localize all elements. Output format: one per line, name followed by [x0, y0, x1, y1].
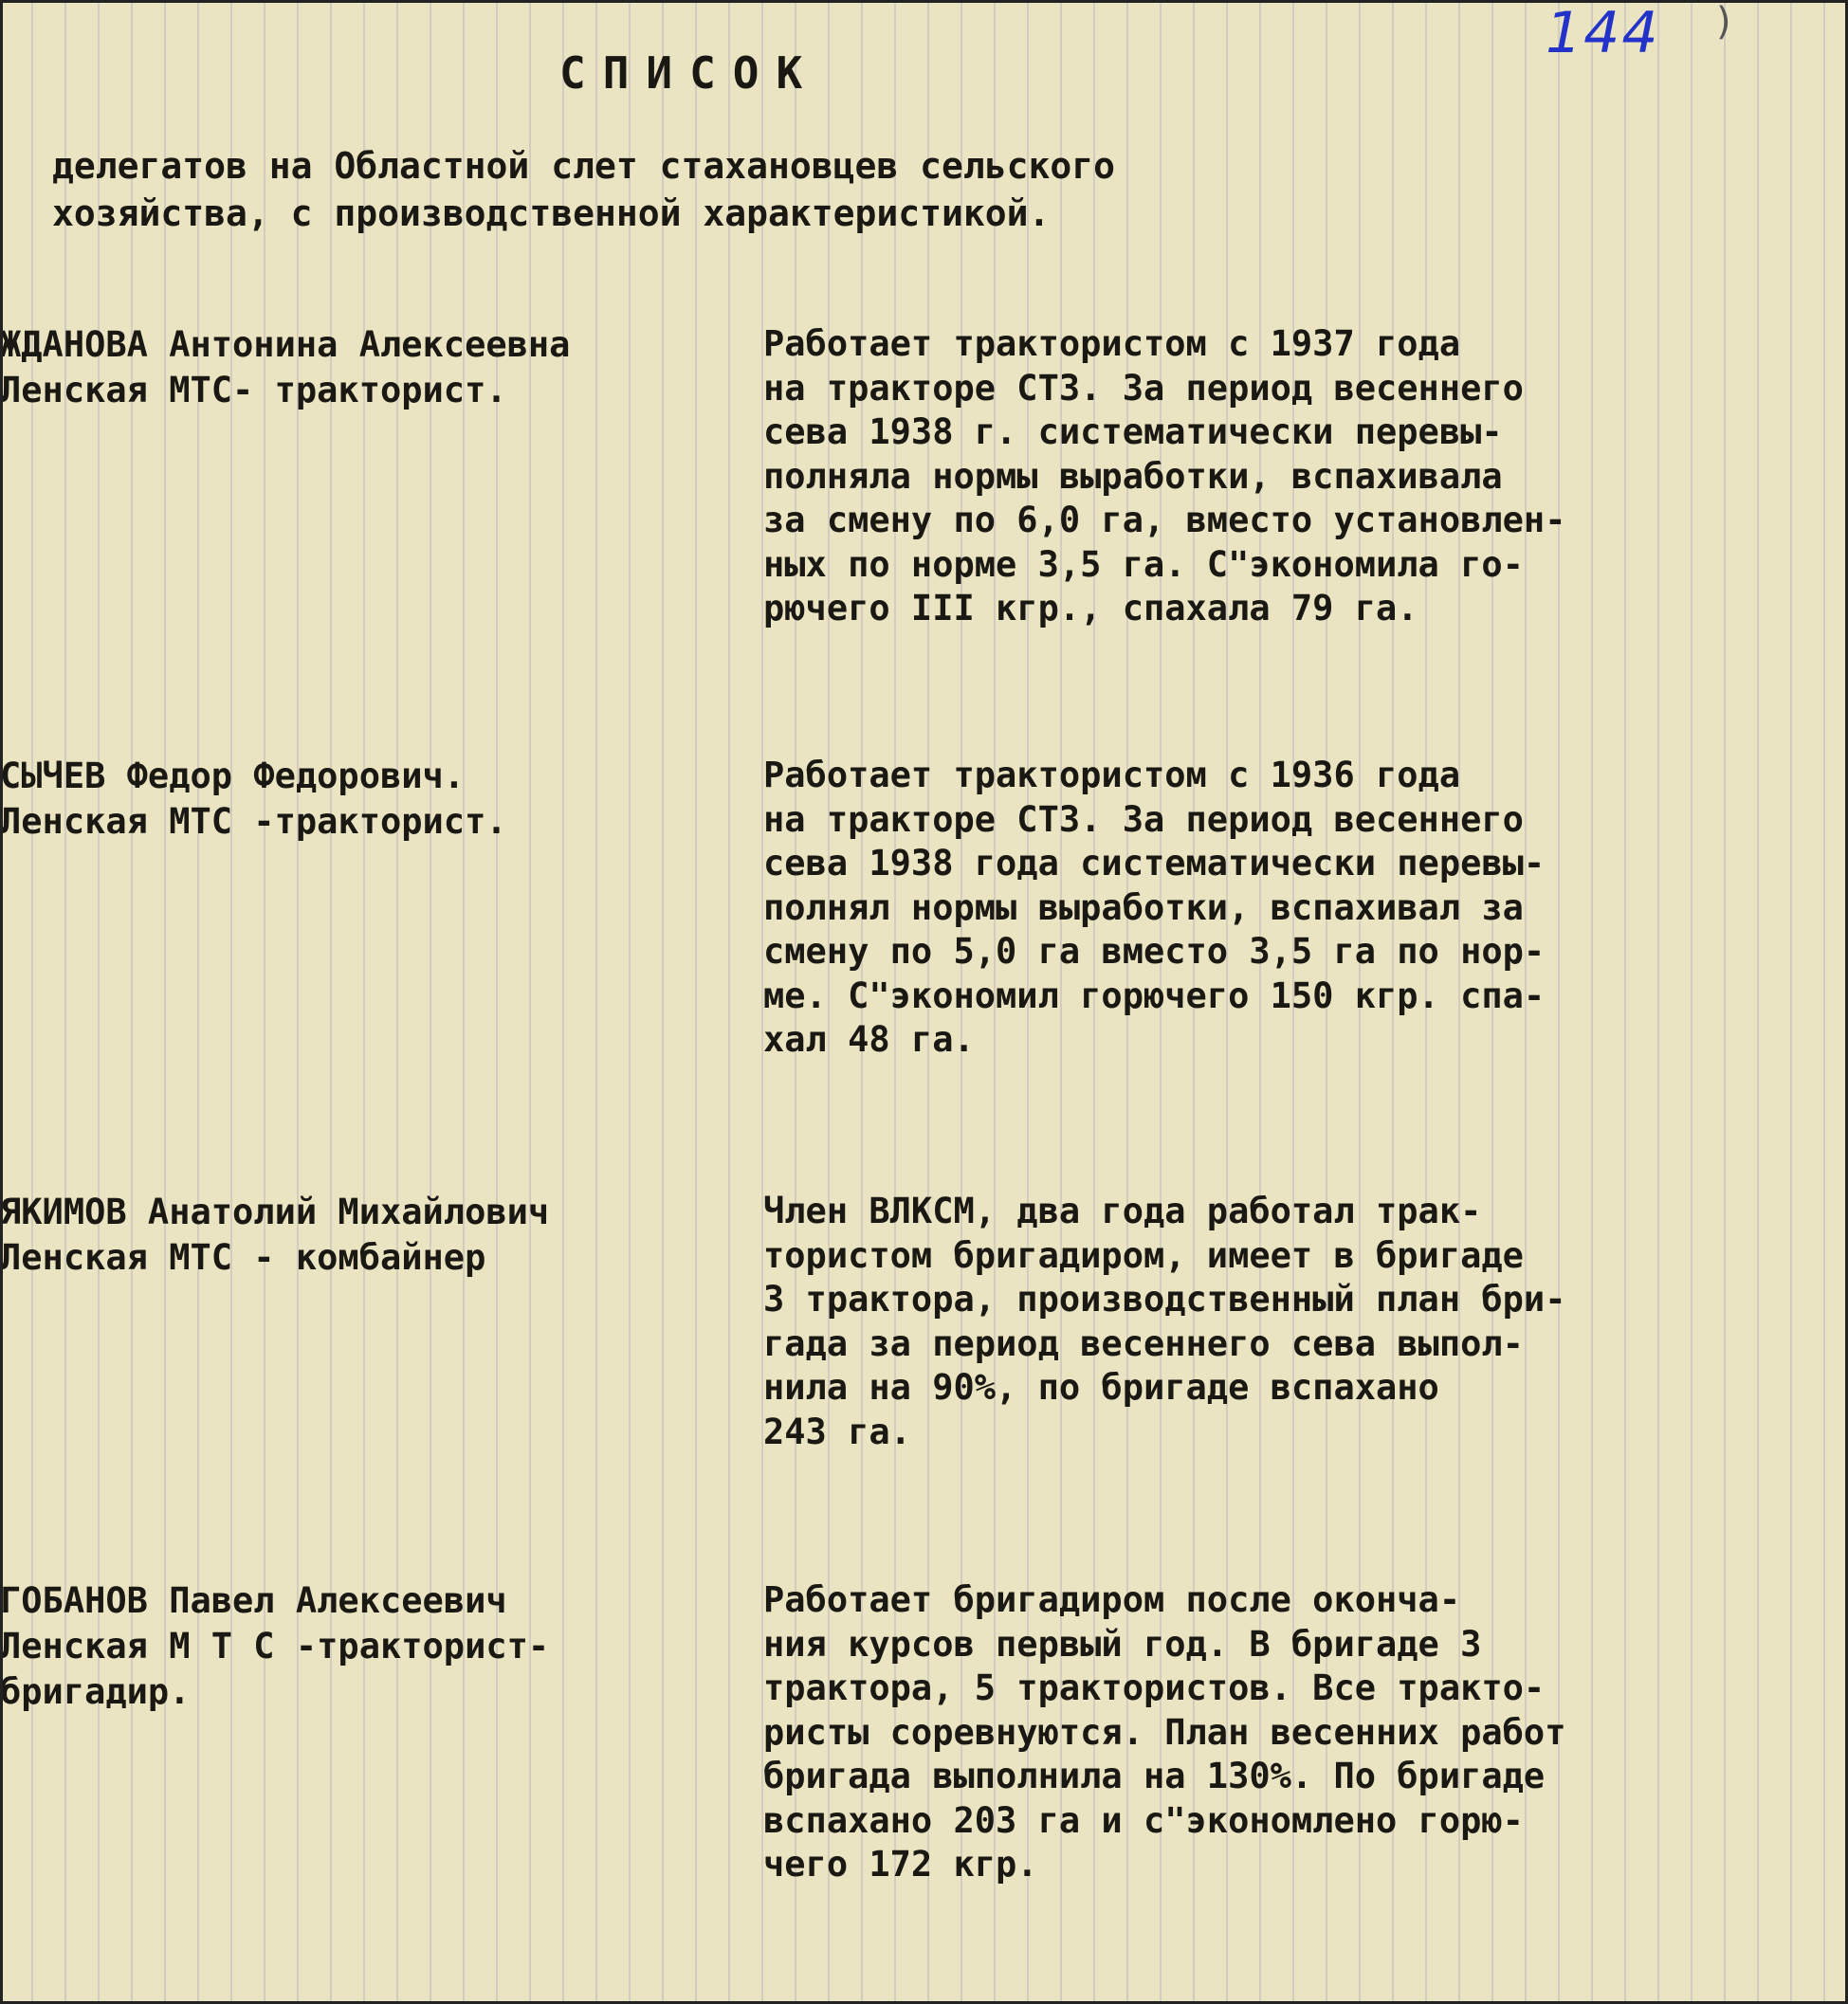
- delegate-name-block: ЯКИМОВ Анатолий Михайлович Ленская МТС - комбайнер: [0, 1192, 550, 1278]
- document-title: СПИСОК: [559, 47, 820, 99]
- delegate-name-block: ГОБАНОВ Павел Алексеевич Ленская М Т С -тракторист- бригадир.: [0, 1580, 550, 1712]
- delegate-name-block: ЖДАНОВА Антонина Алексеевна Ленская МТС- тракторист.: [0, 324, 571, 410]
- delegate-name-block: СЫЧЕВ Федор Федорович. Ленская МТС -тракторист.: [0, 756, 507, 842]
- folio-mark: ): [1716, 0, 1731, 44]
- document-subtitle: делегатов на Областной слет стахановцев сельского хозяйства, с производственной характеристикой.: [52, 145, 1116, 234]
- folio-number: 144: [1546, 0, 1660, 66]
- delegate-characteristic: Работает бригадиром после оконча- ния курсов первый год. В бригаде 3 трактора, 5 трактористов. Все тракто- ристы соревнуются. План весенних работ бригада выполнила на 130%. По бригаде вспахано 203 га и с"экономлено горю- чего 172 кгр.: [763, 1579, 1566, 1885]
- delegate-characteristic: Член ВЛКСМ, два года работал трак- тористом бригадиром, имеет в бригаде 3 трактора, производственный план бри- гада за период весеннего сева выпол- нила на 90%, по бригаде вспахано 243 га.: [763, 1191, 1566, 1452]
- delegate-characteristic: Работает трактористом с 1937 года на тракторе СТЗ. За период весеннего сева 1938 г. систематически перевы- полняла нормы выработки, вспахивала за смену по 6,0 га, вместо установлен- ных по норме 3,5 га. С"экономила го- рючего III кгр., спахала 79 га.: [763, 323, 1566, 629]
- delegate-characteristic: Работает трактористом с 1936 года на тракторе СТЗ. За период весеннего сева 1938 года систематически перевы- полнял нормы выработки, вспахивал за смену по 5,0 га вместо 3,5 га по нор- ме. С"экономил горючего 150 кгр. спа- хал 48 га.: [763, 755, 1546, 1060]
